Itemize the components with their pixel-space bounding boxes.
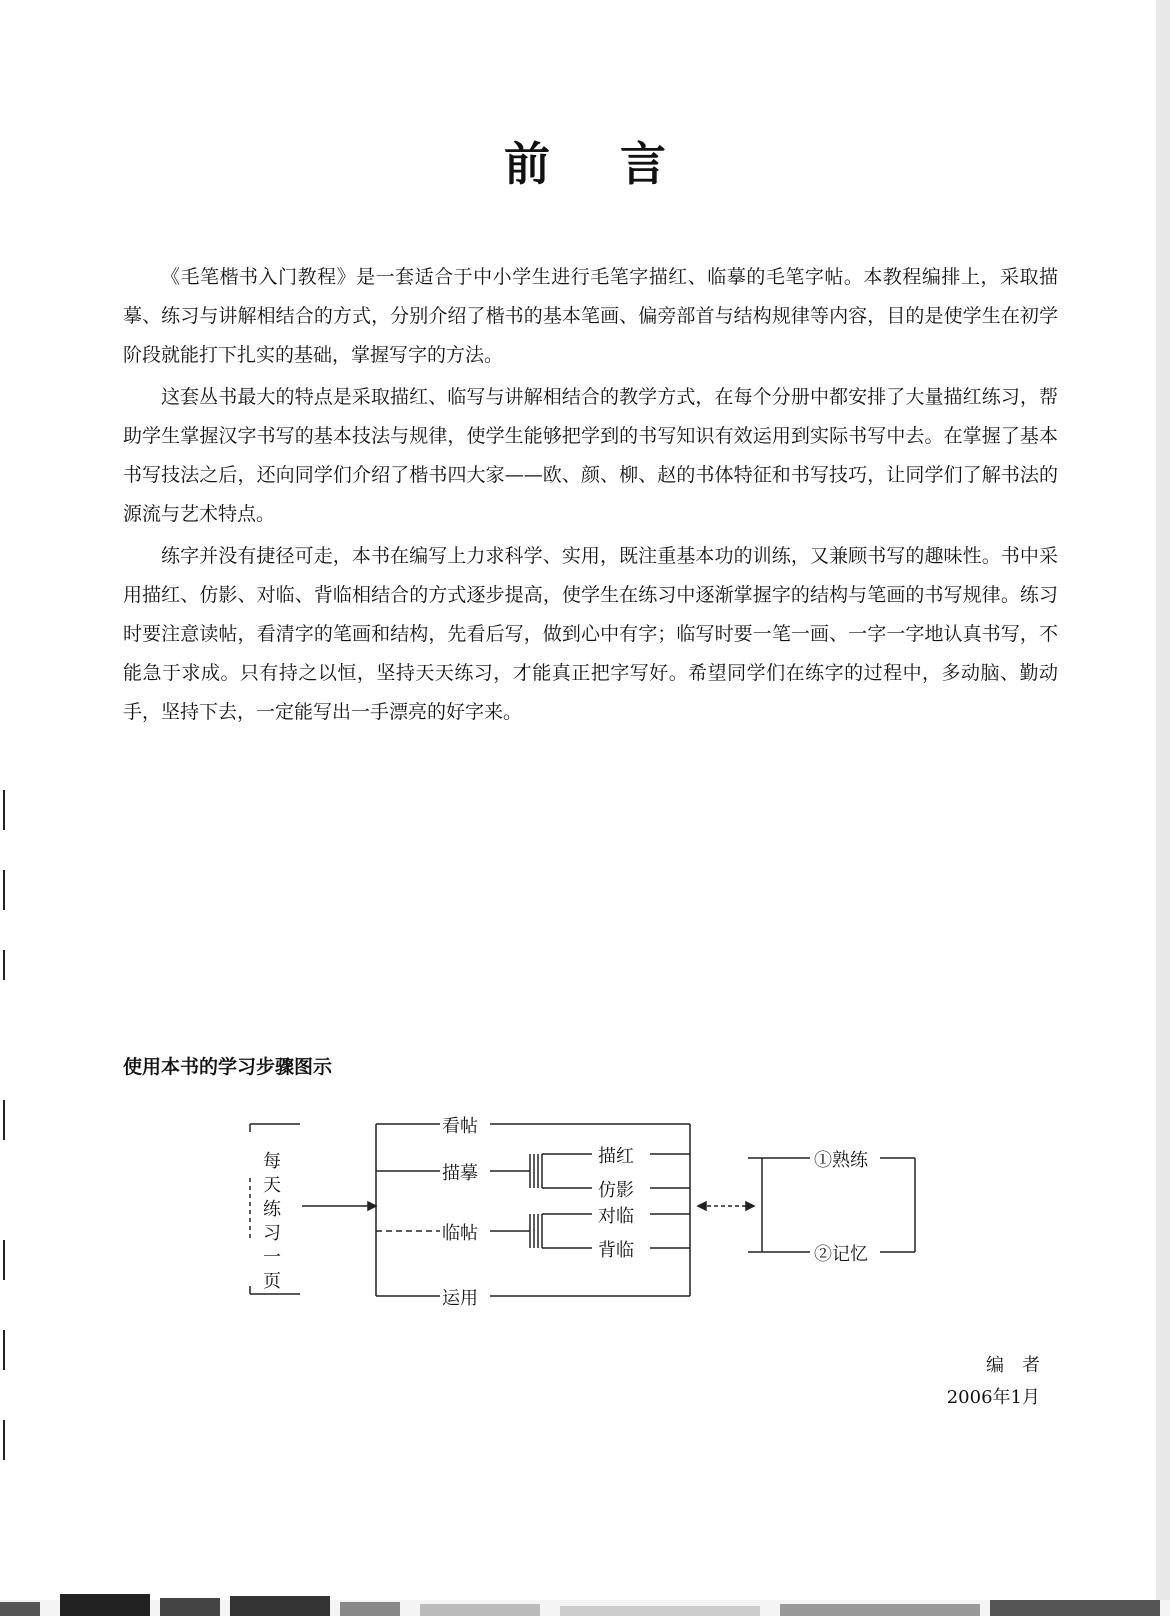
scan-mark — [3, 1330, 5, 1370]
diagram-caption: 使用本书的学习步骤图示 — [123, 1056, 333, 1078]
author-line: 编 者 — [986, 1355, 1040, 1376]
diagram-sub-step: 背临 — [596, 1236, 636, 1262]
scan-mark — [3, 870, 5, 910]
paragraph: 《毛笔楷书入门教程》是一套适合于中小学生进行毛笔字描红、临摹的毛笔字帖。本教程编排上，采取描摹、练习与讲解相结合的方式，分别介绍了楷书的基本笔画、偏旁部首与结构规律等内容，目的是使学生在初学阶段就能打下扎实的基础，掌握写字的方法。 — [123, 266, 1058, 366]
diagram-step: 看帖 — [440, 1112, 480, 1138]
study-steps-diagram — [240, 1118, 960, 1358]
scan-mark — [3, 790, 5, 830]
date-line: 2006年1月 — [946, 1387, 1040, 1408]
diagram-root: 每天练习一页 — [263, 1151, 281, 1292]
scan-mark — [3, 1100, 5, 1140]
signature-block — [900, 1350, 1040, 1414]
scan-mark — [3, 1240, 5, 1280]
scan-edge — [1156, 0, 1170, 1616]
page-title: 前言 — [504, 137, 736, 191]
diagram-sub-step: 描红 — [596, 1142, 636, 1168]
diagram-sub-step: 仿影 — [596, 1176, 636, 1202]
diagram-outcome: ①熟练 — [812, 1146, 870, 1172]
scan-noise-bar — [0, 1582, 1170, 1616]
body-text — [123, 258, 1058, 735]
diagram-sub-step: 对临 — [596, 1202, 636, 1228]
paragraph: 这套丛书最大的特点是采取描红、临写与讲解相结合的教学方式，在每个分册中都安排了大量描红练习，帮助学生掌握汉字书写的基本技法与规律，使学生能够把学到的书写知识有效运用到实际书写中去。在掌握了基本书写技法之后，还向同学们介绍了楷书四大家——欧、颜、柳、赵的书体特征和书写技巧，让同学们了解书法的源流与艺术特点。 — [123, 386, 1058, 525]
diagram-outcome: ②记忆 — [812, 1240, 870, 1266]
diagram-step: 运用 — [440, 1284, 480, 1310]
paragraph: 练字并没有捷径可走，本书在编写上力求科学、实用，既注重基本功的训练，又兼顾书写的趣味性。书中采用描红、仿影、对临、背临相结合的方式逐步提高，使学生在练习中逐渐掌握字的结构与笔画的书写规律。练习时要注意读帖，看清字的笔画和结构，先看后写，做到心中有字；临写时要一笔一画、一字一字地认真书写，不能急于求成。只有持之以恒，坚持天天练习，才能真正把字写好。希望同学们在练字的过程中，多动脑、勤动手，坚持下去，一定能写出一手漂亮的好字来。 — [123, 545, 1058, 723]
scan-mark — [3, 1420, 5, 1460]
scan-mark — [3, 950, 5, 980]
diagram-step: 描摹 — [440, 1159, 480, 1185]
diagram-step: 临帖 — [440, 1219, 480, 1245]
